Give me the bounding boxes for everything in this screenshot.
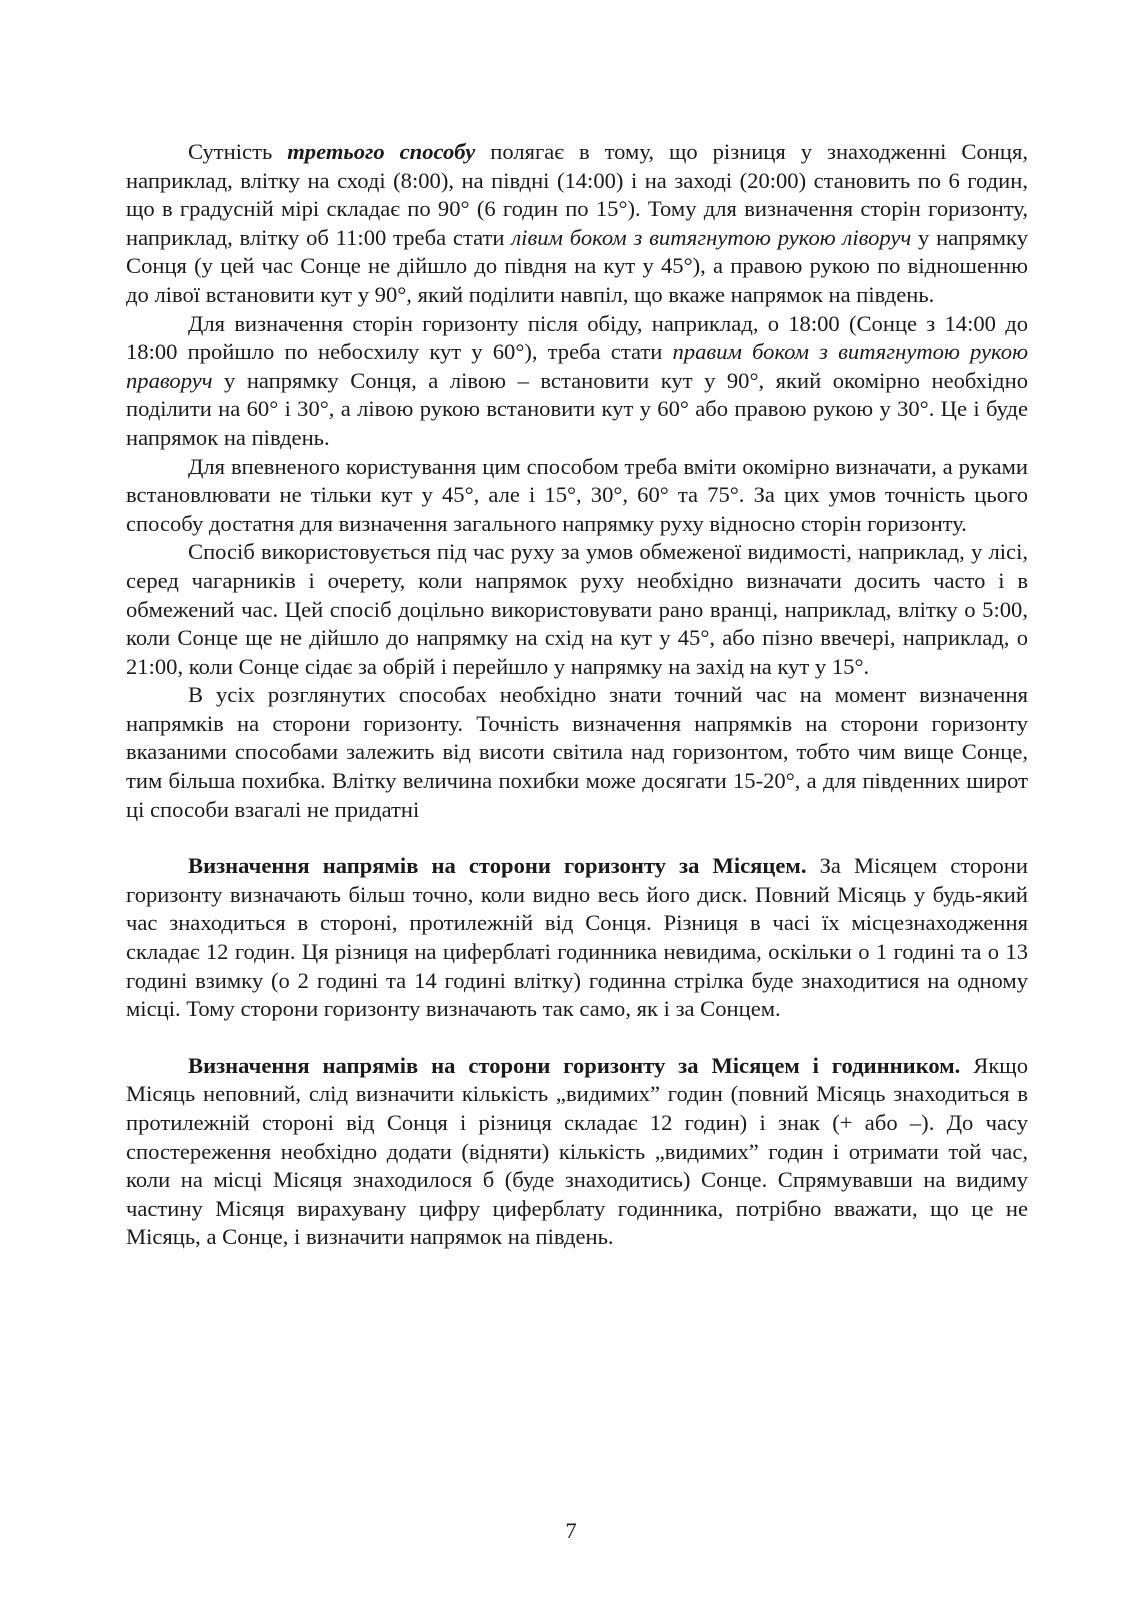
page-number: 7 bbox=[565, 1518, 577, 1543]
text: Для визначення сторін горизонту після обіду, наприклад, о 18:00 (Сонце з 14:00 до 18:00 пройшло по небосхилу кут у 60°), треба стати bbox=[126, 310, 1028, 365]
section-moon-and-watch bbox=[126, 1052, 1028, 1252]
section-body: За Місяцем сторони горизонту визначають більш точно, коли видно весь його диск. Повний Місяць у будь-який час знаходиться в стороні, протилежній від Сонця. Різниця в часі їх місцезнаходження складає 12 годин. Ця різниця на циферблаті годинника невидима, оскільки о 1 годині та о 13 годині взимку (о 2 годині та 14 годині влітку) годинна стрілка буде знаходитися на одному місці. Тому сторони горизонту визначають так само, як і за Сонцем. bbox=[126, 853, 1028, 1022]
text: полягає в тому, що різниця у знаходженні Сонця, наприклад, влітку на сході (8:00), на півдні (14:00) і на заході (20:00) становить по 6 годин, що в градусній мірі складає по 90° (6 годин по 15°). Тому для визначення сторін горизонту, наприклад, влітку об 11:00 треба стати bbox=[126, 139, 1028, 250]
emphasis-text: третього способу bbox=[287, 139, 476, 164]
emphasis-text: лівим боком з витягнутою рукою ліворуч bbox=[511, 224, 912, 250]
text: Сутність bbox=[188, 139, 288, 164]
paragraph-confident-use: Для впевненого користування цим способом треба вміти окомірно визначати, а руками встановлювати не тільки кут у 45°, але і 15°, 30°, 60° та 75°. За цих умов точність цього способу достатня для визначення загального напрямку руху відносно сторін горизонту. bbox=[126, 453, 1028, 536]
text: у напрямку Сонця (у цей час Сонце не дійшло до півдня на кут у 45°), а правою рукою по відношенню до лівої встановити кут у 90°, який поділити навпіл, що вкаже напрямок на південь. bbox=[126, 224, 1028, 307]
section-moon bbox=[126, 852, 1028, 1024]
paragraph-accuracy: В усіх розглянутих способах необхідно знати точний час на момент визначення напрямків на сторони горизонту. Точність визначення напрямків на сторони горизонту вказаними способами залежить від висоти світила над горизонтом, тобто чим вище Сонце, тим більша похибка. Влітку величина похибки може досягати 15-20°, а для південних широт ці способи взагалі не придатні bbox=[126, 682, 1028, 822]
section-body: Якщо Місяць неповний, слід визначити кількість „видимих” годин (повний Місяць знаходиться в протилежній стороні від Сонця і різниця складає 12 годин) і знак (+ або –). До часу спостереження необхідно додати (відняти) кількість „видимих” годин і отримати той час, коли на місці Місяця знаходилося б (буде знаходитись) Сонце. Спрямувавши на видиму частину Місяця вирахувану цифру циферблату годинника, потрібно вважати, що це не Місяць, а Сонце, і визначити напрямок на південь. bbox=[126, 1052, 1028, 1250]
section-heading: Визначення напрямів на сторони горизонту за Місяцем і годинником. bbox=[188, 1052, 961, 1078]
page-content bbox=[126, 138, 1028, 1252]
emphasis-text: правим боком з витягнутою рукою праворуч bbox=[126, 339, 1028, 393]
paragraph-limited-visibility: Спосіб використовується під час руху за умов обмеженої видимості, наприклад, у лісі, серед чагарників і очерету, коли напрямок руху необхідно визначати досить часто і в обмежений час. Цей спосіб доцільно використовувати рано вранці, наприклад, влітку о 5:00, коли Сонце ще не дійшло до напрямку на схід на кут у 45°, або пізно ввечері, наприклад, о 21:00, коли Сонце сідає за обрій і перейшло у напрямку на захід на кут у 15°. bbox=[126, 539, 1028, 679]
paragraph-afternoon bbox=[126, 310, 1028, 453]
section-gap bbox=[126, 824, 1028, 852]
section-heading: Визначення напрямів на сторони горизонту за Місяцем. bbox=[188, 853, 807, 879]
section-gap bbox=[126, 1024, 1028, 1052]
text: у напрямку Сонця, а лівою – встановити кут у 90°, який окомірно необхідно поділити на 60° і 30°, а лівою рукою встановити кут у 60° або правою рукою у 30°. Це і буде напрямок на південь. bbox=[126, 367, 1028, 450]
paragraph-third-method bbox=[126, 138, 1028, 310]
